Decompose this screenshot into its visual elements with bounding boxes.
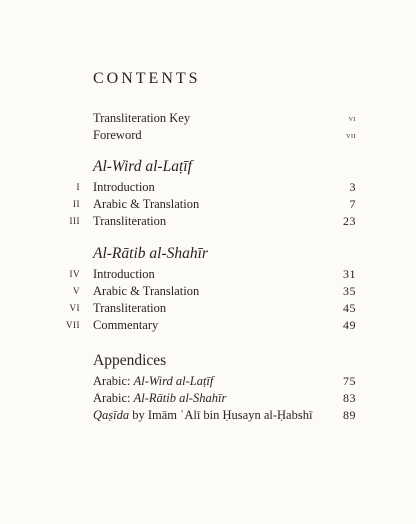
toc-entry-label: Arabic & Translation — [93, 197, 200, 211]
toc-entry[interactable] — [0, 391, 416, 409]
toc-entry-page: 23 — [343, 214, 356, 228]
appendix-prefix: Arabic: — [93, 391, 134, 405]
toc-entry-label: Introduction — [93, 180, 155, 194]
toc-entry[interactable] — [0, 267, 416, 285]
toc-entry-page: 89 — [343, 408, 356, 422]
toc-entry-label — [93, 374, 213, 389]
toc-entry-label: Commentary — [93, 318, 159, 332]
toc-entry[interactable] — [0, 180, 416, 198]
toc-entry-label — [93, 408, 312, 423]
chapter-number: VI — [69, 303, 80, 313]
toc-entry-label: Transliteration Key — [93, 111, 191, 125]
toc-entry-label: Transliteration — [93, 301, 167, 315]
chapter-number: I — [76, 182, 80, 192]
chapter-number: V — [73, 286, 80, 296]
section-heading: Appendices — [93, 352, 167, 369]
chapter-number: IV — [69, 269, 80, 279]
chapter-number: III — [69, 216, 80, 226]
toc-entry-page: 45 — [343, 301, 356, 315]
chapter-number: VII — [66, 320, 80, 330]
toc-entry[interactable] — [0, 318, 416, 336]
toc-entry[interactable] — [0, 214, 416, 232]
toc-entry-page: 83 — [343, 391, 356, 405]
appendix-title: Al-Wird al-Laṭīf — [133, 374, 214, 388]
appendix-title: Qaṣīda — [93, 408, 130, 422]
appendix-suffix: by Imām ʿAlī bin Ḥusayn al-Ḥabshī — [129, 408, 313, 422]
toc-entry-page: 75 — [343, 374, 356, 388]
toc-entry-label: Arabic & Translation — [93, 284, 200, 298]
toc-entry-page: 31 — [343, 267, 356, 281]
toc-entry-label: Foreword — [93, 128, 142, 142]
toc-entry-page: 3 — [349, 180, 356, 194]
toc-entry[interactable] — [0, 374, 416, 392]
appendix-title: Al-Rātib al-Shahīr — [133, 391, 227, 405]
toc-entry-label — [93, 391, 226, 406]
appendix-prefix: Arabic: — [93, 374, 134, 388]
toc-entry-label: Introduction — [93, 267, 155, 281]
toc-entry[interactable] — [0, 197, 416, 215]
toc-entry-page: 7 — [349, 197, 356, 211]
toc-entry[interactable] — [0, 111, 416, 129]
toc-entry-page: vi — [348, 113, 356, 123]
toc-entry[interactable] — [0, 284, 416, 302]
toc-entry-label: Transliteration — [93, 214, 167, 228]
toc-entry[interactable] — [0, 128, 416, 146]
toc-entry[interactable] — [0, 408, 416, 426]
section-heading: Al-Rātib al-Shahīr — [93, 245, 208, 262]
page-title: CONTENTS — [93, 70, 201, 87]
toc-entry[interactable] — [0, 301, 416, 319]
chapter-number: II — [73, 199, 80, 209]
toc-entry-page: 35 — [343, 284, 356, 298]
toc-entry-page: 49 — [343, 318, 356, 332]
toc-entry-page: vii — [346, 130, 356, 140]
section-heading: Al-Wird al-Laṭīf — [93, 158, 192, 175]
